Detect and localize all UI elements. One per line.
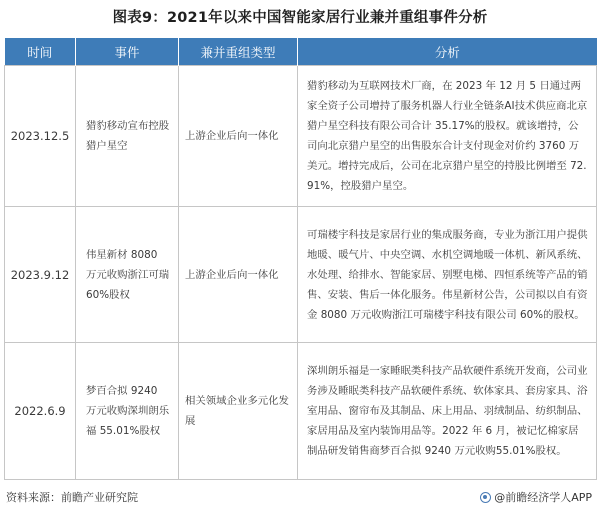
source-note: 资料来源：前瞻产业研究院 bbox=[6, 491, 138, 504]
table-row bbox=[5, 343, 597, 480]
header-type: 兼并重组类型 bbox=[179, 38, 298, 66]
row-event: 伟星新材 8080 万元收购浙江可瑞 60%股权 bbox=[76, 207, 179, 343]
row-type: 上游企业后向一体化 bbox=[179, 207, 298, 343]
events-table bbox=[4, 38, 597, 480]
header-event: 事件 bbox=[76, 38, 179, 66]
row-type: 相关领域企业多元化发展 bbox=[179, 343, 298, 480]
row-analysis: 可瑞楼宇科技是家居行业的集成服务商，专业为浙江用户提供地暖、暖气片、中央空调、水机空调地暖一体机、新风系统、水处理、给排水、智能家居、别墅电梯、四恒系统等产品的销售、安装、售后一体化服务。伟星新材公告，公司拟以自有资金 8080 万元收购浙江可瑞楼宇科技有限公司 60%的股权。 bbox=[298, 207, 597, 343]
brand-label: @前瞻经济学人APP bbox=[494, 491, 592, 504]
row-date: 2023.12.5 bbox=[5, 66, 76, 207]
row-date: 2023.9.12 bbox=[5, 207, 76, 343]
row-event: 猎豹移动宣布控股猎户星空 bbox=[76, 66, 179, 207]
chart-title: 图表9：2021年以来中国智能家居行业兼并重组事件分析 bbox=[112, 10, 488, 26]
row-analysis: 深圳朗乐福是一家睡眠类科技产品软硬件系统开发商，公司业务涉及睡眠类科技产品软硬件系统、软体家具、套房家具、浴室用品、窗帘布及其制品、床上用品、羽绒制品、纺织制品、家居用品及室内装饰用品等。2022 年 6 月，被记忆棉家居制品研发销售商梦百合拟 9240 万元收购55.01%股权。 bbox=[298, 343, 597, 480]
qianzhan-logo-icon bbox=[480, 492, 491, 503]
row-type: 上游企业后向一体化 bbox=[179, 66, 298, 207]
header-date: 时间 bbox=[5, 38, 76, 66]
row-event: 梦百合拟 9240 万元收购深圳朗乐福 55.01%股权 bbox=[76, 343, 179, 480]
row-date: 2022.6.9 bbox=[5, 343, 76, 480]
table-row bbox=[5, 66, 597, 207]
table-row bbox=[5, 207, 597, 343]
table-header-row bbox=[5, 38, 597, 66]
header-analysis: 分析 bbox=[298, 38, 597, 66]
brand-credit bbox=[480, 489, 592, 505]
row-analysis: 猎豹移动为互联网技术厂商，在 2023 年 12 月 5 日通过两家全资子公司增持了服务机器人行业全链条AI技术供应商北京猎户星空科技有限公司合计 35.17%的股权。就该增持，公司向北京猎户星空的出售股东合计支付现金对价约 3760 万美元。增持完成后，公司在北京猎户星空的持股比例增至 72.91%，控股猎户星空。 bbox=[298, 66, 597, 207]
